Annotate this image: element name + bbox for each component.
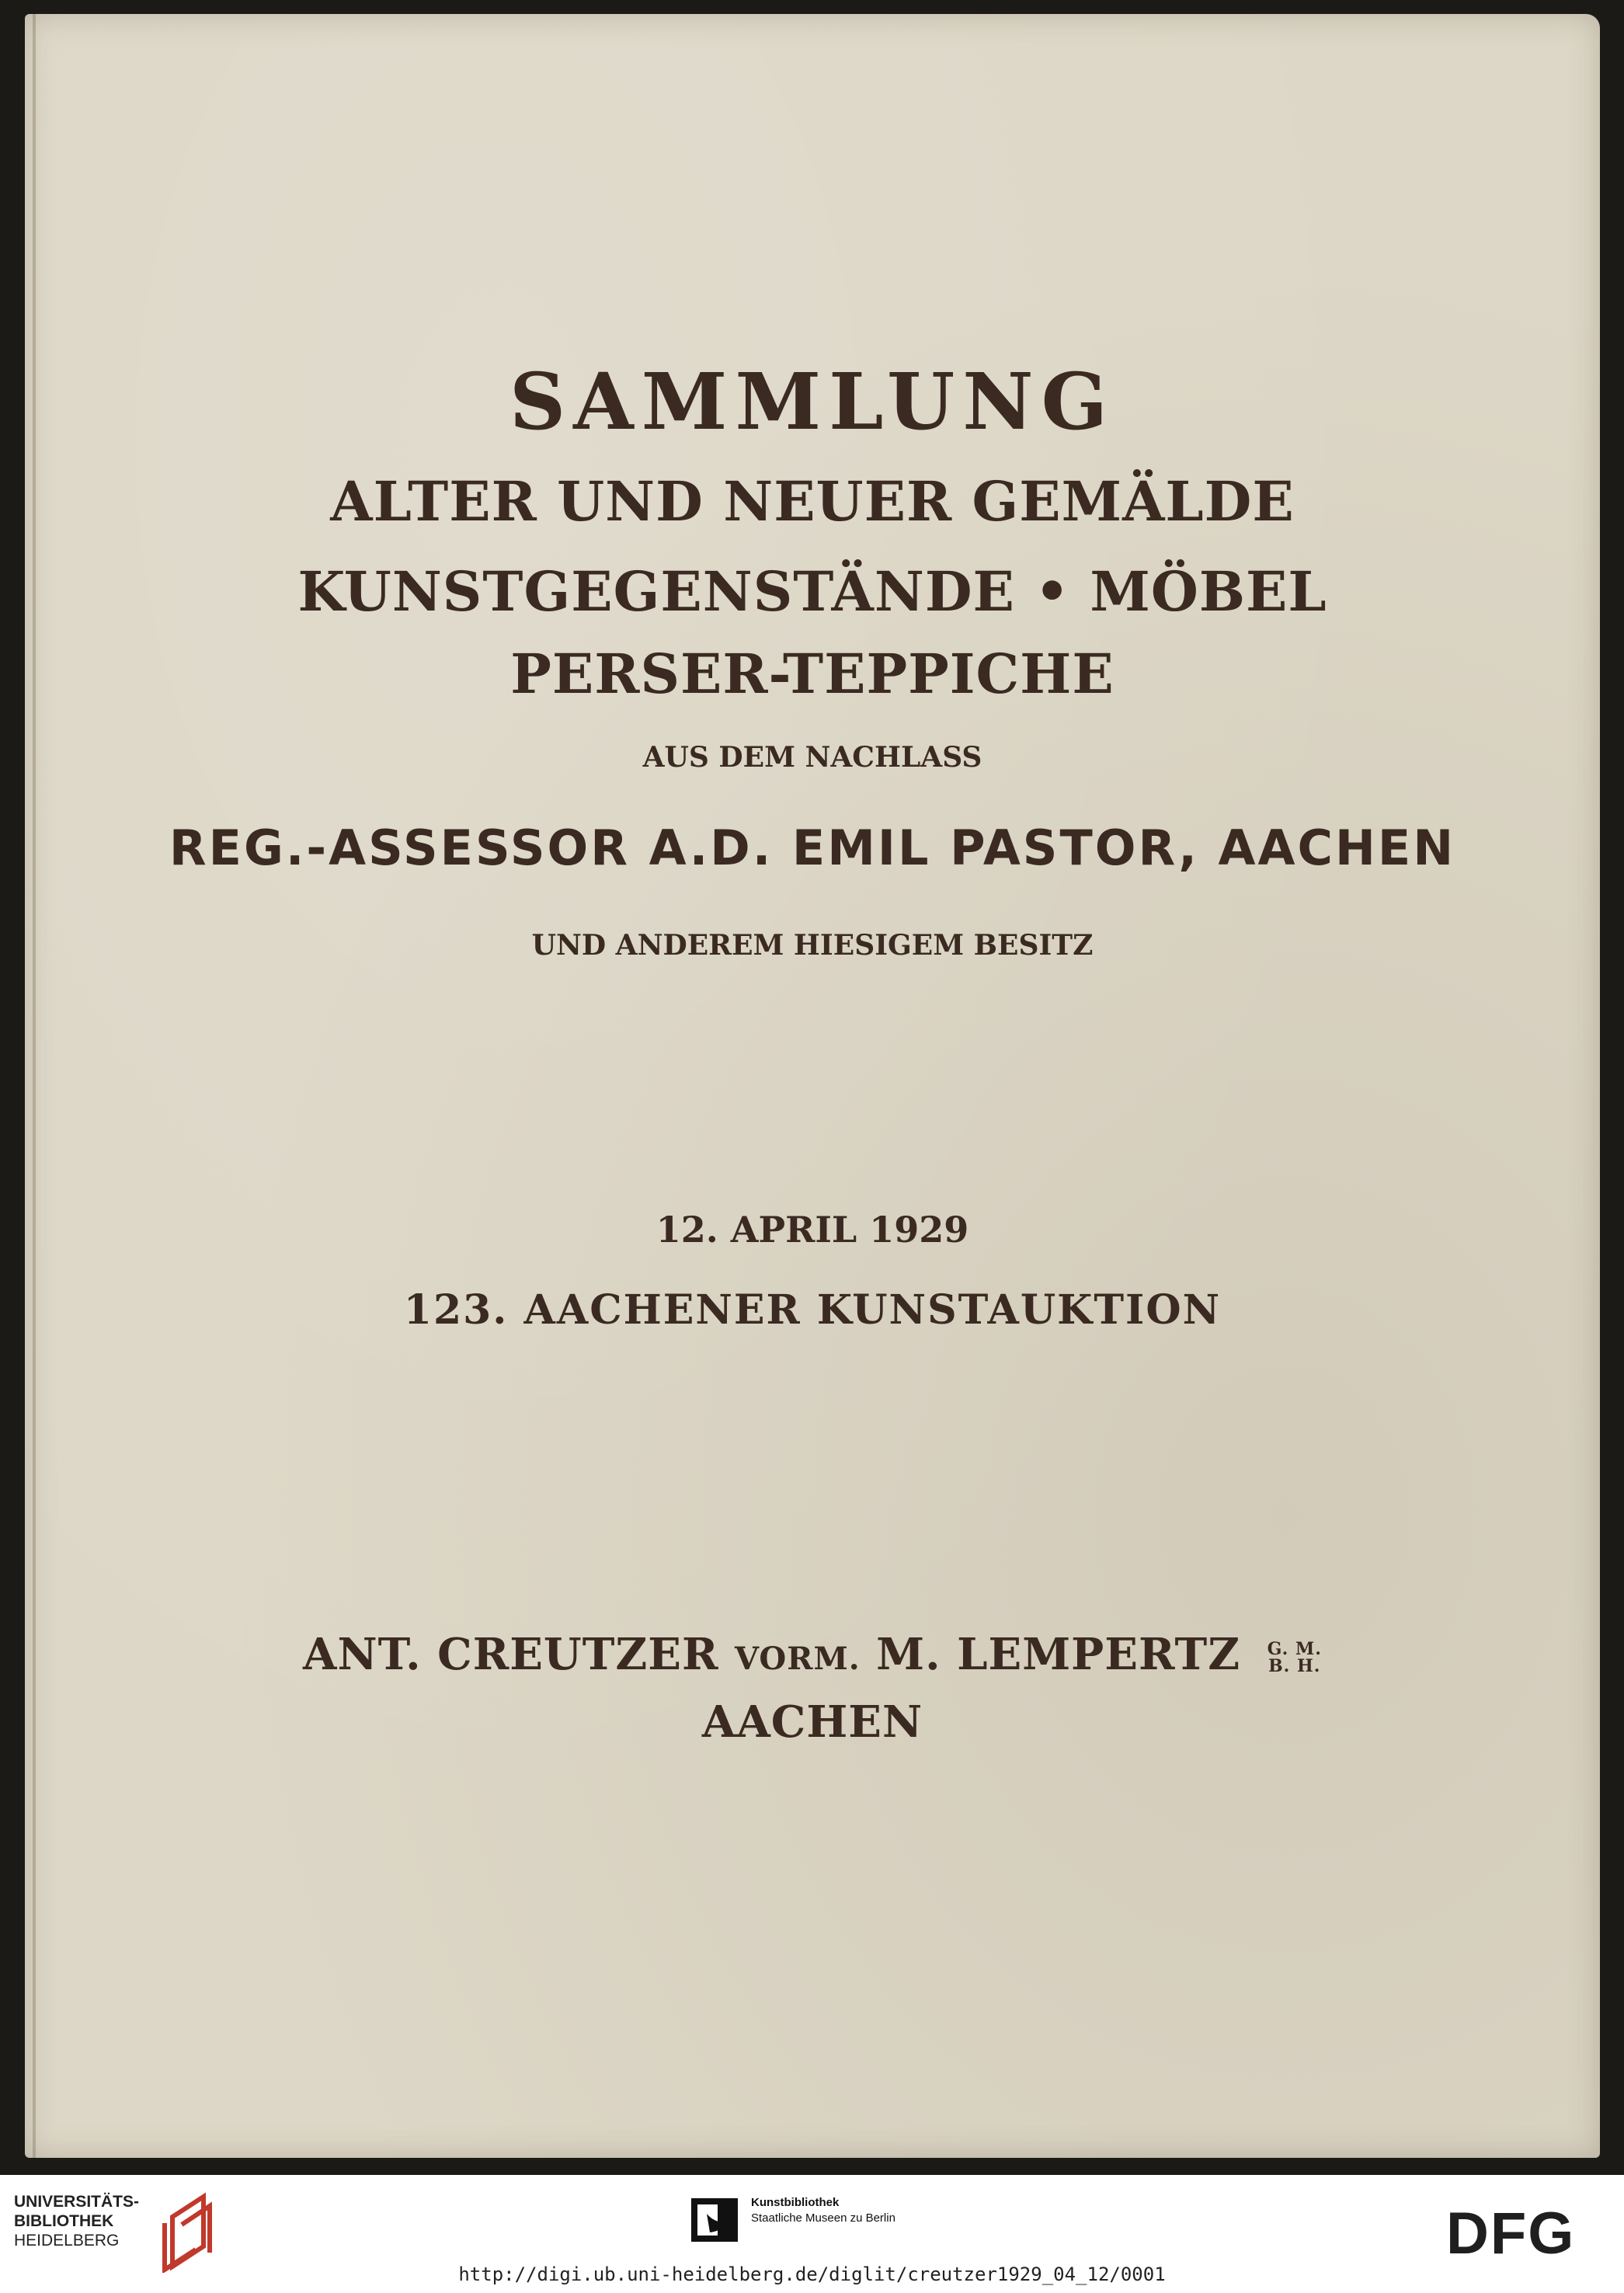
permalink-url[interactable]: http://digi.ub.uni-heidelberg.de/diglit/creutzer1929_04_12/0001 <box>458 2263 1166 2285</box>
cover-subtitle-line-3: PERSER-TEPPICHE <box>510 642 1115 706</box>
cover-estate-owner: REG.-ASSESSOR A.D. EMIL PASTOR, AACHEN <box>169 819 1456 876</box>
publisher-name: ANT. CREUTZER <box>303 1629 719 1680</box>
cover-subtitle-line-1: ALTER UND NEUER GEMÄLDE <box>330 469 1295 534</box>
publisher-line <box>25 1629 1600 1680</box>
publisher-city: AACHEN <box>701 1696 923 1748</box>
ub-line-1: UNIVERSITÄTS- <box>14 2193 140 2211</box>
cover-spine-fold <box>33 14 36 2158</box>
cover-heading: SAMMLUNG <box>509 356 1116 447</box>
cover-subtitle-line-2: KUNSTGEGENSTÄNDE • MÖBEL <box>297 559 1327 624</box>
publisher-lempertz: M. LEMPERTZ <box>876 1629 1241 1680</box>
cover-other-property: UND ANDEREM HIESIGEM BESITZ <box>531 929 1094 962</box>
publisher-gm: G. M. <box>1267 1639 1322 1660</box>
kunstbibliothek-logo-icon[interactable] <box>691 2198 738 2242</box>
cover-estate-intro: AUS DEM NACHLASS <box>642 741 982 774</box>
ub-heidelberg-logo-text[interactable] <box>14 2192 169 2250</box>
kunstbibliothek-logo-text[interactable] <box>751 2195 895 2226</box>
catalog-cover <box>25 14 1600 2158</box>
kb-sub: Staatliche Museen zu Berlin <box>751 2211 895 2225</box>
auction-number: 123. AACHENER KUNSTAUKTION <box>403 1286 1222 1334</box>
ub-heidelberg-logo-icon[interactable] <box>162 2189 222 2273</box>
kb-name: Kunstbibliothek <box>751 2196 840 2209</box>
auction-date: 12. APRIL 1929 <box>656 1209 969 1251</box>
publisher-gmbh <box>1268 1641 1322 1675</box>
dfg-logo[interactable]: DFG <box>1446 2201 1576 2267</box>
publisher-bh: B. H. <box>1268 1656 1321 1677</box>
ub-line-2: BIBLIOTHEK <box>14 2212 114 2230</box>
ub-line-3: HEIDELBERG <box>14 2232 120 2250</box>
publisher-vorm: VORM. <box>735 1641 861 1677</box>
